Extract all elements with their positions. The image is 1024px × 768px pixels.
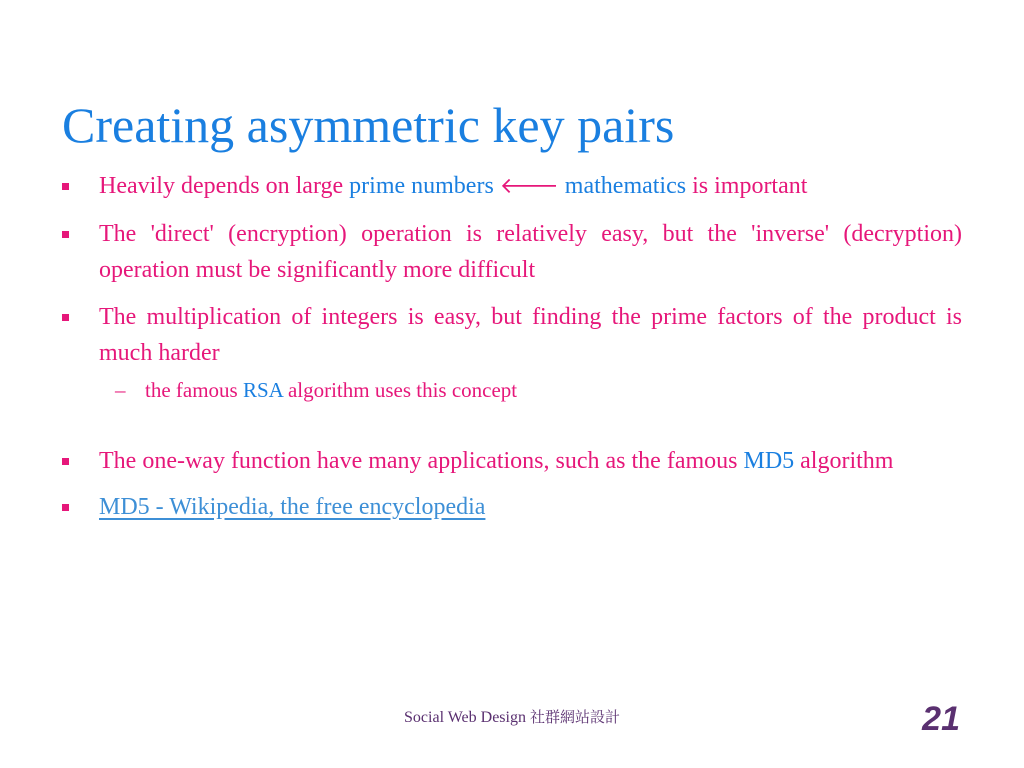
bullet-list bbox=[62, 168, 962, 536]
bullet-item-multiplication bbox=[62, 299, 962, 405]
bullet-text: algorithm bbox=[794, 447, 894, 474]
footer-text: Social Web Design bbox=[404, 709, 526, 726]
square-bullet-icon bbox=[62, 458, 69, 465]
bullet-text: is important bbox=[686, 173, 808, 199]
highlight-prime-numbers: prime numbers bbox=[349, 173, 494, 199]
page-number: 21 bbox=[922, 700, 960, 738]
square-bullet-icon bbox=[62, 314, 69, 321]
left-arrow-icon: 🡐 bbox=[499, 174, 559, 199]
slide-title: Creating asymmetric key pairs bbox=[62, 97, 675, 153]
bullet-item-one-way-function bbox=[62, 443, 962, 480]
sub-bullet-text: algorithm uses this concept bbox=[282, 377, 518, 402]
dash-bullet-icon: – bbox=[115, 377, 126, 402]
highlight-md5: MD5 bbox=[743, 447, 795, 474]
bullet-item-encryption bbox=[62, 216, 962, 289]
highlight-mathematics: mathematics bbox=[564, 173, 687, 199]
footer-cjk-text: 社群網站設計 bbox=[529, 708, 620, 726]
sub-bullet-text: the famous bbox=[145, 377, 243, 402]
square-bullet-icon bbox=[62, 504, 69, 511]
square-bullet-icon bbox=[62, 231, 69, 238]
bullet-text: Heavily depends on large bbox=[99, 173, 350, 199]
highlight-rsa: RSA bbox=[242, 377, 283, 402]
slide-footer bbox=[0, 706, 1024, 727]
square-bullet-icon bbox=[62, 183, 69, 190]
bullet-text: The 'direct' (encryption) operation is relatively easy, but the 'inverse' (decryption) operation must be significantly more difficult bbox=[99, 220, 962, 283]
bullet-text: The multiplication of integers is easy, but finding the prime factors of the product is much harder bbox=[99, 303, 962, 366]
bullet-text: The one-way function have many applications, such as the famous bbox=[99, 447, 744, 474]
sub-bullet-list bbox=[99, 375, 962, 405]
bullet-item-prime-numbers bbox=[62, 168, 962, 206]
bullet-item-md5-link bbox=[62, 489, 962, 526]
md5-wikipedia-link[interactable]: MD5 - Wikipedia, the free encyclopedia bbox=[99, 494, 486, 520]
sub-bullet-rsa bbox=[99, 375, 962, 405]
